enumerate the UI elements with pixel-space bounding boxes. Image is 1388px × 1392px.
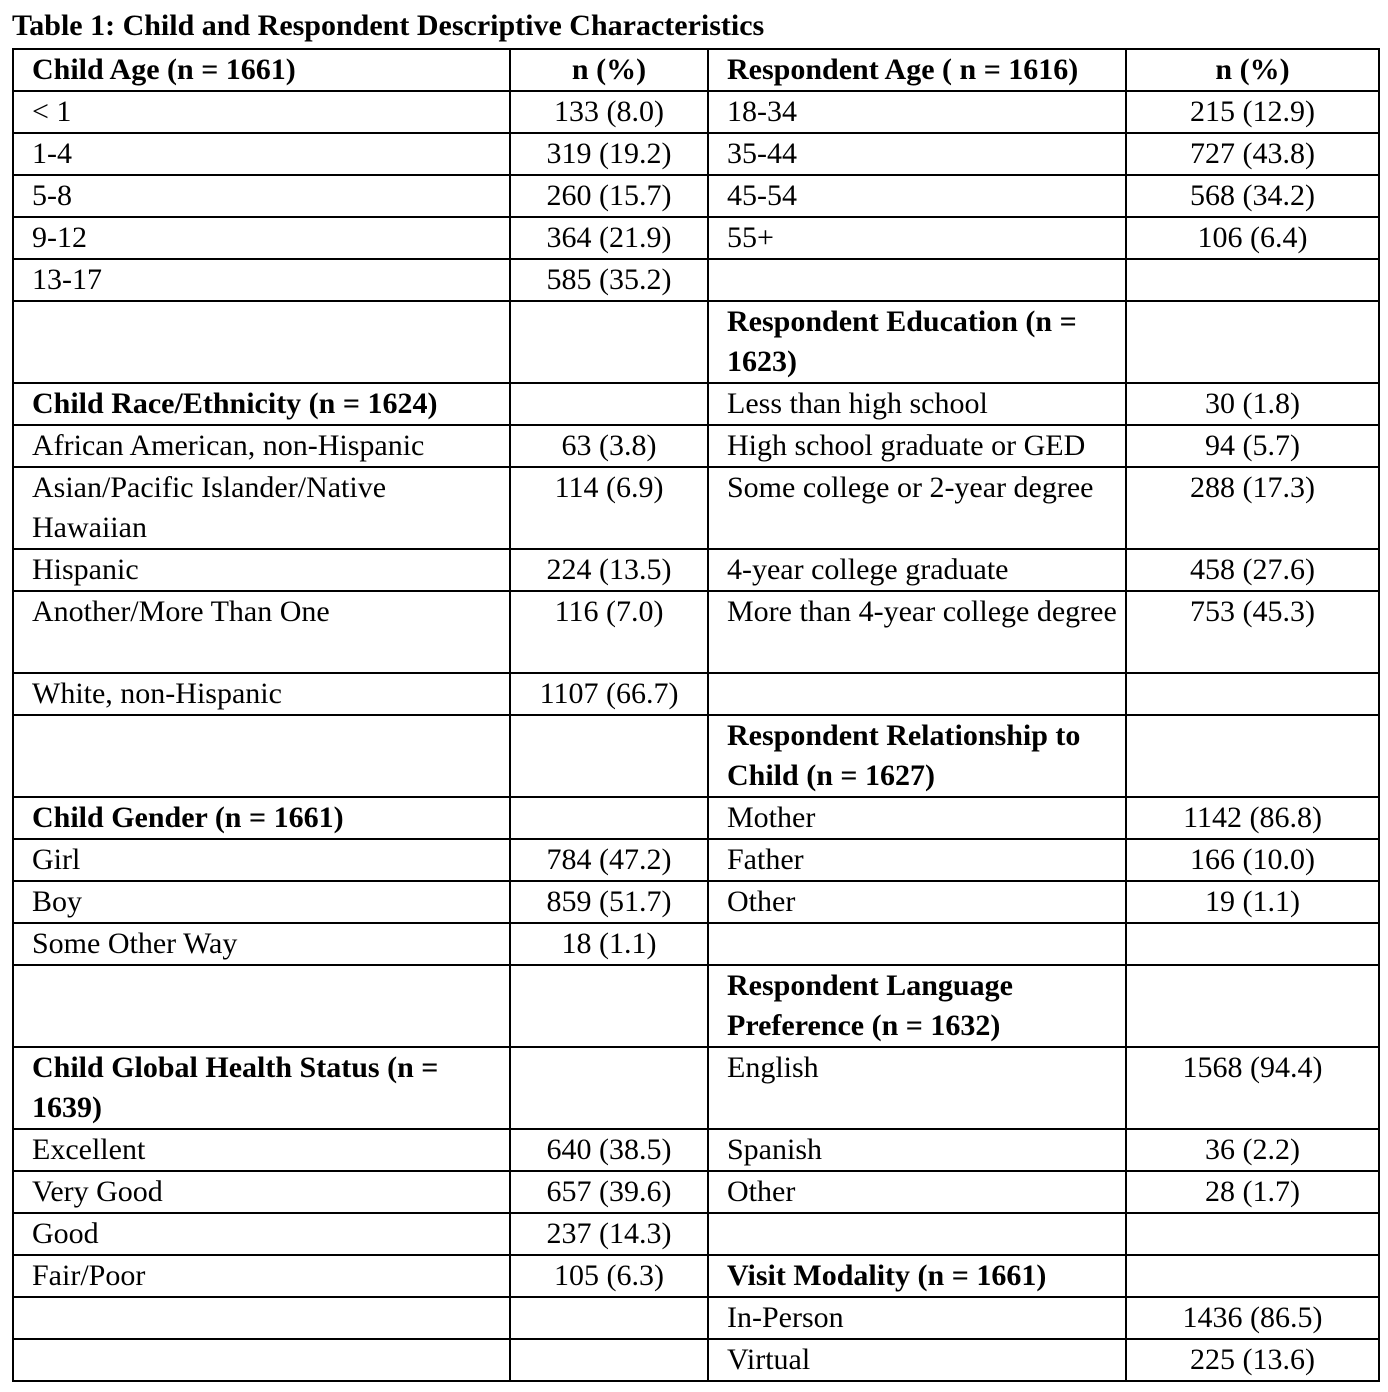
visit-modality-header: Visit Modality (n = 1661) <box>708 1255 1126 1297</box>
table-row <box>13 797 1379 839</box>
child-label-cell <box>13 301 510 383</box>
table-row <box>13 175 1379 217</box>
table-row <box>13 1213 1379 1255</box>
child-value-cell: 585 (35.2) <box>510 259 708 301</box>
respondent-label-cell <box>708 673 1126 715</box>
respondent-value-cell <box>1126 715 1379 797</box>
respondent-value-cell: 166 (10.0) <box>1126 839 1379 881</box>
table-row <box>13 259 1379 301</box>
child-label-cell: < 1 <box>13 91 510 133</box>
child-count-header: n (%) <box>510 49 708 91</box>
table-row <box>13 133 1379 175</box>
table-row <box>13 1339 1379 1381</box>
child-value-cell: 116 (7.0) <box>510 591 708 673</box>
respondent-value-cell: 19 (1.1) <box>1126 881 1379 923</box>
child-label-cell: 1-4 <box>13 133 510 175</box>
respondent-value-cell: 1568 (94.4) <box>1126 1047 1379 1129</box>
child-value-cell: 1107 (66.7) <box>510 673 708 715</box>
respondent-label-cell: Other <box>708 881 1126 923</box>
child-value-cell: 657 (39.6) <box>510 1171 708 1213</box>
respondent-value-cell: 30 (1.8) <box>1126 383 1379 425</box>
respondent-label-cell: 45-54 <box>708 175 1126 217</box>
table-row <box>13 91 1379 133</box>
child-label-cell: Good <box>13 1213 510 1255</box>
table-row <box>13 591 1379 673</box>
respondent-age-header: Respondent Age ( n = 1616) <box>708 49 1126 91</box>
respondent-value-cell: 1436 (86.5) <box>1126 1297 1379 1339</box>
respondent-value-cell <box>1126 673 1379 715</box>
respondent-label-cell: More than 4-year college degree <box>708 591 1126 673</box>
descriptive-characteristics-table <box>12 48 1380 1382</box>
table-row <box>13 881 1379 923</box>
respondent-label-cell: Other <box>708 1171 1126 1213</box>
respondent-value-cell <box>1126 965 1379 1047</box>
table-row <box>13 467 1379 549</box>
respondent-value-cell: 215 (12.9) <box>1126 91 1379 133</box>
child-value-cell <box>510 1339 708 1381</box>
child-label-cell: 9-12 <box>13 217 510 259</box>
respondent-count-header: n (%) <box>1126 49 1379 91</box>
child-value-cell: 260 (15.7) <box>510 175 708 217</box>
respondent-label-cell: High school graduate or GED <box>708 425 1126 467</box>
child-age-header: Child Age (n = 1661) <box>13 49 510 91</box>
child-value-cell: 237 (14.3) <box>510 1213 708 1255</box>
respondent-value-cell: 1142 (86.8) <box>1126 797 1379 839</box>
child-value-cell <box>510 1047 708 1129</box>
child-value-cell: 63 (3.8) <box>510 425 708 467</box>
table-row <box>13 1255 1379 1297</box>
table-row <box>13 217 1379 259</box>
table-caption: Table 1: Child and Respondent Descriptive Characteristics <box>12 9 765 42</box>
respondent-value-cell: 288 (17.3) <box>1126 467 1379 549</box>
respondent-value-cell: 727 (43.8) <box>1126 133 1379 175</box>
child-value-cell: 133 (8.0) <box>510 91 708 133</box>
respondent-value-cell <box>1126 301 1379 383</box>
respondent-value-cell: 36 (2.2) <box>1126 1129 1379 1171</box>
respondent-value-cell <box>1126 1213 1379 1255</box>
child-value-cell <box>510 1297 708 1339</box>
table-row <box>13 383 1379 425</box>
respondent-label-cell: In-Person <box>708 1297 1126 1339</box>
respondent-label-cell: Father <box>708 839 1126 881</box>
child-label-cell <box>13 1339 510 1381</box>
child-label-cell: 13-17 <box>13 259 510 301</box>
child-value-cell <box>510 301 708 383</box>
child-value-cell <box>510 715 708 797</box>
respondent-label-cell: Spanish <box>708 1129 1126 1171</box>
child-value-cell: 640 (38.5) <box>510 1129 708 1171</box>
respondent-value-cell <box>1126 1255 1379 1297</box>
child-label-cell <box>13 965 510 1047</box>
child-label-cell <box>13 1297 510 1339</box>
respondent-label-cell: Some college or 2-year degree <box>708 467 1126 549</box>
table-row <box>13 1129 1379 1171</box>
respondent-label-cell <box>708 923 1126 965</box>
child-label-cell: Girl <box>13 839 510 881</box>
child-value-cell <box>510 797 708 839</box>
respondent-education-header: Respondent Education (n = 1623) <box>708 301 1126 383</box>
respondent-language-header: Respondent Language Preference (n = 1632) <box>708 965 1126 1047</box>
child-label-cell: African American, non-Hispanic <box>13 425 510 467</box>
child-value-cell: 105 (6.3) <box>510 1255 708 1297</box>
child-value-cell: 114 (6.9) <box>510 467 708 549</box>
child-gender-header: Child Gender (n = 1661) <box>13 797 510 839</box>
respondent-label-cell: Less than high school <box>708 383 1126 425</box>
table-row <box>13 1171 1379 1213</box>
table-row <box>13 1297 1379 1339</box>
table-row <box>13 549 1379 591</box>
child-label-cell: Boy <box>13 881 510 923</box>
table-header-row <box>13 49 1379 91</box>
table-row <box>13 425 1379 467</box>
respondent-value-cell: 225 (13.6) <box>1126 1339 1379 1381</box>
respondent-value-cell <box>1126 923 1379 965</box>
child-label-cell: Excellent <box>13 1129 510 1171</box>
child-label-cell <box>13 715 510 797</box>
child-value-cell: 319 (19.2) <box>510 133 708 175</box>
child-label-cell: 5-8 <box>13 175 510 217</box>
respondent-relationship-header: Respondent Relationship to Child (n = 1627) <box>708 715 1126 797</box>
respondent-value-cell: 753 (45.3) <box>1126 591 1379 673</box>
respondent-label-cell <box>708 259 1126 301</box>
respondent-label-cell: 4-year college graduate <box>708 549 1126 591</box>
table-row <box>13 839 1379 881</box>
child-value-cell <box>510 965 708 1047</box>
child-value-cell <box>510 383 708 425</box>
child-value-cell: 784 (47.2) <box>510 839 708 881</box>
child-value-cell: 859 (51.7) <box>510 881 708 923</box>
respondent-value-cell: 106 (6.4) <box>1126 217 1379 259</box>
child-value-cell: 18 (1.1) <box>510 923 708 965</box>
child-label-cell: Fair/Poor <box>13 1255 510 1297</box>
child-label-cell: Asian/Pacific Islander/Native Hawaiian <box>13 467 510 549</box>
table-row <box>13 1047 1379 1129</box>
child-label-cell: Hispanic <box>13 549 510 591</box>
respondent-label-cell: 35-44 <box>708 133 1126 175</box>
respondent-label-cell: 55+ <box>708 217 1126 259</box>
table-row <box>13 715 1379 797</box>
respondent-label-cell: 18-34 <box>708 91 1126 133</box>
child-race-header: Child Race/Ethnicity (n = 1624) <box>13 383 510 425</box>
table-row <box>13 673 1379 715</box>
child-label-cell: Some Other Way <box>13 923 510 965</box>
child-value-cell: 364 (21.9) <box>510 217 708 259</box>
respondent-value-cell: 28 (1.7) <box>1126 1171 1379 1213</box>
respondent-value-cell <box>1126 259 1379 301</box>
child-health-status-header: Child Global Health Status (n = 1639) <box>13 1047 510 1129</box>
table-row <box>13 965 1379 1047</box>
table-row <box>13 923 1379 965</box>
table-row <box>13 301 1379 383</box>
respondent-value-cell: 568 (34.2) <box>1126 175 1379 217</box>
child-label-cell: Very Good <box>13 1171 510 1213</box>
child-value-cell: 224 (13.5) <box>510 549 708 591</box>
respondent-label-cell <box>708 1213 1126 1255</box>
child-label-cell: Another/More Than One <box>13 591 510 673</box>
respondent-label-cell: English <box>708 1047 1126 1129</box>
respondent-value-cell: 458 (27.6) <box>1126 549 1379 591</box>
respondent-label-cell: Mother <box>708 797 1126 839</box>
respondent-label-cell: Virtual <box>708 1339 1126 1381</box>
respondent-value-cell: 94 (5.7) <box>1126 425 1379 467</box>
child-label-cell: White, non-Hispanic <box>13 673 510 715</box>
